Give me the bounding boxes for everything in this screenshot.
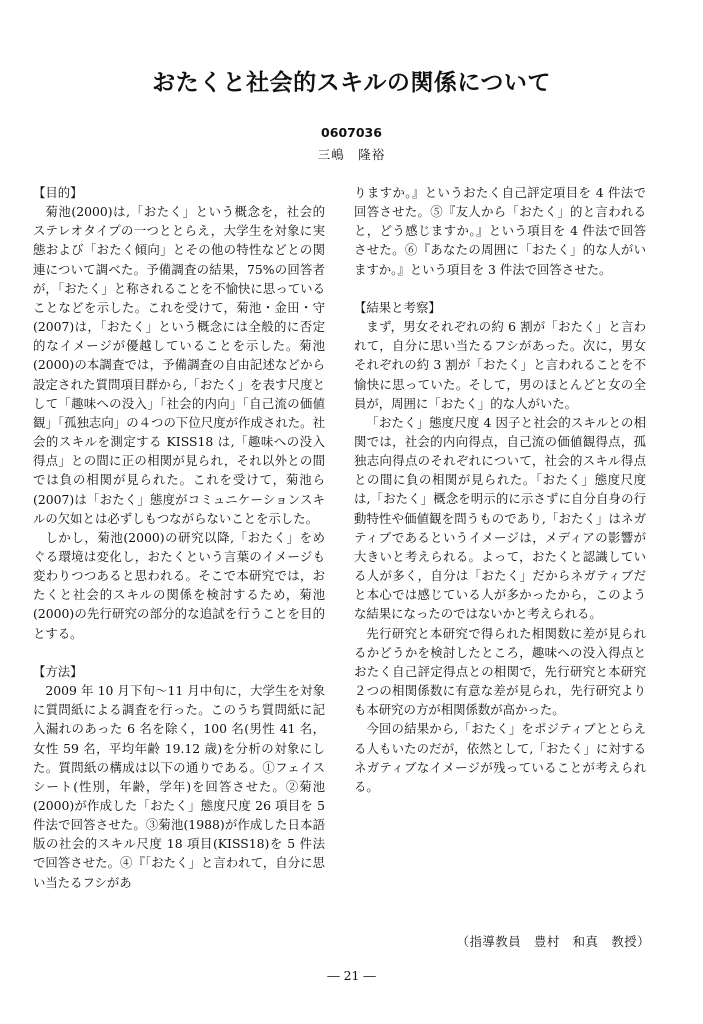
results-paragraph-1: まず，男女それぞれの約 6 割が「おたく」と言われて，自分に思い当たるフシがあった。次に，男女それぞれの約 3 割が「おたく」と言われることを不愉快に思っていた。そして，男のほとんどと女の全員が，周囲に「おたく」的な人がいた。	[354, 319, 646, 411]
section-spacer	[354, 279, 646, 298]
section-heading-purpose: 【目的】	[33, 185, 83, 200]
results-paragraph-3: 先行研究と本研究で得られた相関数に差が見られるかどうかを検討したところ，趣味への没入得点とおたく自己評定得点との相関で，先行研究と本研究２つの相関係数に有意な差が見られ，先行研究よりも本研究の方が相関係数が高かった。	[354, 625, 646, 718]
results-paragraph-2: 「おたく」態度尺度 4 因子と社会的スキルとの相関では，社会的内向得点，自己流の価値観得点，孤独志向得点のそれぞれについて，社会的スキル得点との間に負の相関が見られた。「おたく」態度尺度は,「おたく」概念を明示的に示さずに自分自身の行動特性や価値観を問うものであり,「おたく」はネガティブであるというイメージは，メディアの影響が大きいと考えられる。よって，おたくと認識している人が多く，自分は「おたく」だからネガティブだと本心では感じている人が多かったから，このような結果になったのではないかと考えられる。	[354, 414, 646, 622]
advisor-credit: （指導教員 豊村 和真 教授）	[456, 934, 650, 949]
purpose-paragraph-1: 菊池(2000)は,「おたく」という概念を，社会的ステレオタイプの一つととらえ，大学生を対象に実態および「おたく傾向」とその他の特性などとの関連について調べた。予備調査の結果，75%の回答者が，「おたく」と称されることを不愉快に思っていることなどを示した。これを受けて，菊池・金田・守(2007)は，「おたく」という概念には全般的に否定的なイメージが優越していることを示した。菊池(2000)の本調査では，予備調査の自由記述などから設定された質問項目群から,「おたく」を表す尺度として「趣味への没入」「社会的内向」「自己流の価値観」「孤独志向」の４つの下位尺度が作成された。社会的スキルを測定する KISS18 は,「趣味への没入得点」との間に正の相関が見られ，それ以外との間では負の相関が見られた。これを受けて，菊池ら(2007)は「おたく」態度がコミュニケーションスキルの欠如とは必ずしもつながらないことを示した。	[33, 204, 325, 526]
results-paragraph-4: 今回の結果から,「おたく」をポジティブととらえる人もいたのだが，依然として,「おたく」に対するネガティブなイメージが残っていることが考えられる。	[354, 721, 646, 794]
page-number: ― 21 ―	[327, 968, 376, 983]
method-paragraph: 2009 年 10 月下旬～11 月中旬に，大学生を対象に質問紙による調査を行った。このうち質問紙に記入漏れのあった 6 名を除く，100 名(男性 41 名，女性 59 名，平均年齢 19.12 歳)を分析の対象にした。質問紙の構成は以下の通りである。①フェイスシート(性別，年齢，学年)を回答させた。②菊池(2000)が作成した「おたく」態度尺度 26 項目を 5 件法で回答させた。③菊池(1988)が作成した日本語版の社会的スキル尺度 18 項目(KISS18)を 5 件法で回答させた。④『「おたく」と言われて，自分に思い当たるフシがあ	[33, 683, 325, 890]
method-paragraph-continued: りますか。』というおたく自己評定項目を 4 件法で回答させた。⑤『友人から「おたく」的と言われると，どう感じますか。』という項目を 4 件法で回答させた。⑥『あなたの周囲に「おたく」的な人がいますか。』という項目を 3 件法で回答させた。	[354, 185, 646, 277]
author-name: 三嶋 隆裕	[317, 147, 386, 162]
left-column	[33, 183, 325, 892]
paper-title: おたくと社会的スキルの関係について	[152, 70, 551, 96]
right-column	[354, 183, 646, 796]
section-heading-method: 【方法】	[33, 663, 83, 679]
purpose-paragraph-2: しかし，菊池(2000)の研究以降,「おたく」をめぐる環境は変化し，おたくという言葉のイメージも変わりつつあると思われる。そこで本研究では，おたくと社会的スキルの関係を検討するため，菊池(2000)の先行研究の部分的な追試を行うことを目的とする。	[33, 529, 325, 641]
section-spacer	[33, 643, 325, 662]
student-id: 0607036	[321, 125, 382, 140]
section-heading-results: 【結果と考察】	[354, 299, 441, 315]
